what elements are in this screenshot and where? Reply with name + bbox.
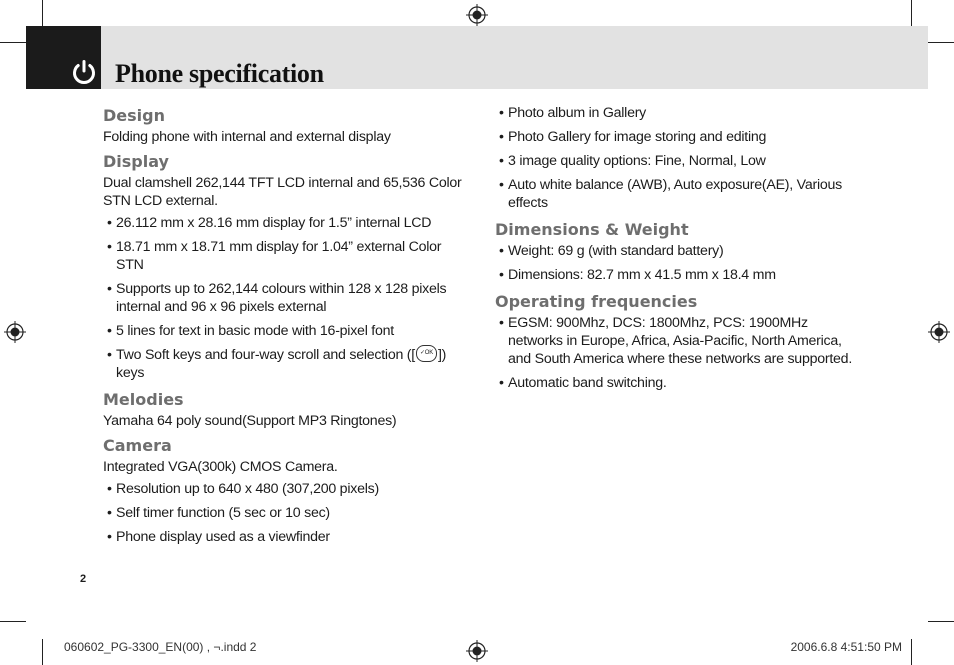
list-item: • Dimensions: 82.7 mm x 41.5 mm x 18.4 mm <box>495 266 855 284</box>
right-column <box>495 104 855 398</box>
list-item: • EGSM: 900Mhz, DCS: 1800Mhz, PCS: 1900MHz networks in Europe, Africa, Asia-Pacific, North America, and South America where these networks are supported. <box>495 314 855 368</box>
section-heading-camera: Camera <box>103 436 172 455</box>
softkeys-prefix: Two Soft keys and four-way scroll and selection ([ <box>116 347 415 363</box>
registration-mark-icon <box>466 640 488 662</box>
registration-mark-icon <box>928 321 950 343</box>
list-item: • Phone display used as a viewfinder <box>103 528 463 546</box>
camera-bullets <box>103 480 463 546</box>
registration-mark-icon <box>4 321 26 343</box>
page-number: 2 <box>80 573 87 585</box>
list-item: • Auto white balance (AWB), Auto exposure(AE), Various effects <box>495 176 855 212</box>
list-item: • Automatic band switching. <box>495 374 855 392</box>
footer-timestamp: 2006.6.8 4:51:50 PM <box>790 640 902 654</box>
list-item: • 5 lines for text in basic mode with 16-pixel font <box>103 322 463 340</box>
crop-mark <box>0 42 26 43</box>
melodies-text: Yamaha 64 poly sound(Support MP3 Ringtones) <box>103 413 397 429</box>
list-item-softkeys <box>103 346 463 382</box>
page-title: Phone specification <box>115 59 324 88</box>
crop-mark <box>42 639 43 665</box>
softkeys-suffix: ]) keys <box>116 347 447 381</box>
crop-mark <box>0 621 26 622</box>
crop-mark <box>928 621 954 622</box>
display-bullets <box>103 214 463 382</box>
list-item: • 3 image quality options: Fine, Normal, Low <box>495 152 855 170</box>
section-heading-display: Display <box>103 152 169 171</box>
list-item: • Self timer function (5 sec or 10 sec) <box>103 504 463 522</box>
frequencies-bullets <box>495 314 855 392</box>
crop-mark <box>928 42 954 43</box>
crop-mark <box>42 0 43 26</box>
display-text: Dual clamshell 262,144 TFT LCD internal and 65,536 Color STN LCD external. <box>103 175 462 209</box>
section-heading-frequencies: Operating frequencies <box>495 292 698 311</box>
section-heading-dimensions: Dimensions & Weight <box>495 220 689 239</box>
camera-bullets-continued <box>495 104 855 212</box>
list-item: • 26.112 mm x 28.16 mm display for 1.5” internal LCD <box>103 214 463 232</box>
list-item: • Weight: 69 g (with standard battery) <box>495 242 855 260</box>
design-text: Folding phone with internal and external display <box>103 129 391 145</box>
registration-mark-icon <box>466 4 488 26</box>
camera-text: Integrated VGA(300k) CMOS Camera. <box>103 459 338 475</box>
list-item: • 18.71 mm x 18.71 mm display for 1.04” external Color STN <box>103 238 463 274</box>
list-item: • Resolution up to 640 x 480 (307,200 pixels) <box>103 480 463 498</box>
crop-mark <box>911 639 912 665</box>
power-icon <box>70 58 98 86</box>
dimensions-bullets <box>495 242 855 284</box>
list-item: • Supports up to 262,144 colours within 128 x 128 pixels internal and 96 x 96 pixels external <box>103 280 463 316</box>
footer-filename: 060602_PG-3300_EN(00) , ¬.indd 2 <box>64 640 257 654</box>
ok-key-icon: ✓OK <box>416 345 437 362</box>
section-heading-design: Design <box>103 106 165 125</box>
left-column <box>103 104 463 552</box>
crop-mark <box>911 0 912 26</box>
section-heading-melodies: Melodies <box>103 390 184 409</box>
list-item: • Photo Gallery for image storing and editing <box>495 128 855 146</box>
list-item: • Photo album in Gallery <box>495 104 855 122</box>
